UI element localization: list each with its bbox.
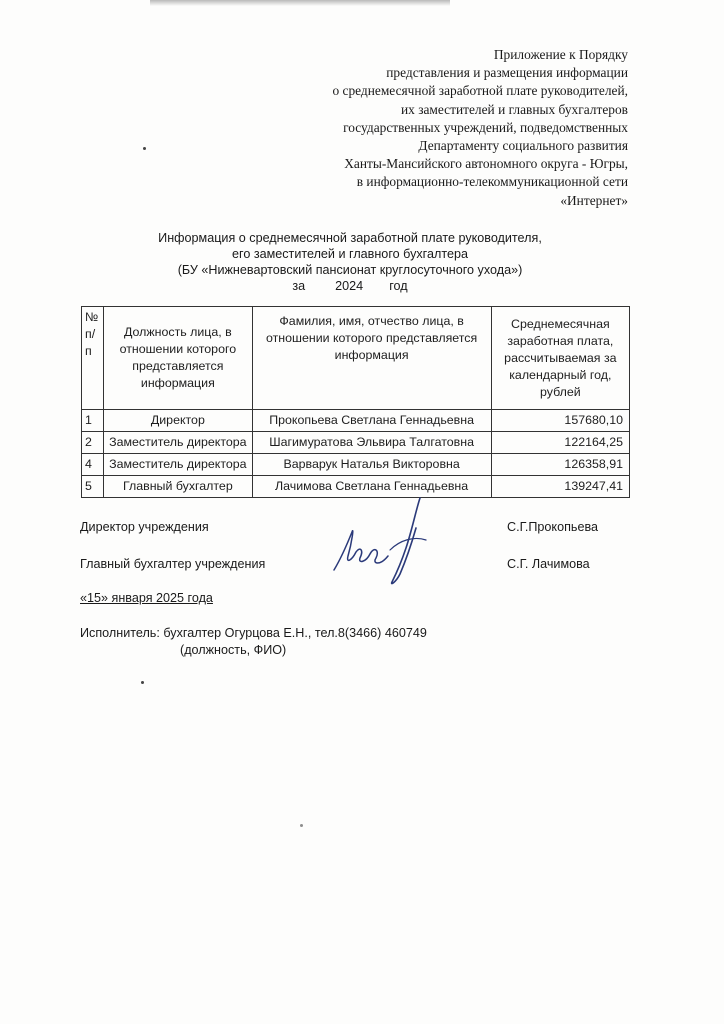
row-salary: 122164,25 [491, 432, 629, 454]
appendix-line: о среднемесячной заработной плате руководителей, [332, 83, 628, 99]
appendix-line: представления и размещения информации [386, 65, 628, 81]
period-year: 2024 [335, 279, 364, 293]
appendix-line: Департаменту социального развития [418, 138, 628, 154]
period-suffix: год [389, 279, 408, 293]
title-line: его заместителей и главного бухгалтера [232, 247, 468, 261]
row-number: 2 [82, 432, 104, 454]
row-salary: 157680,10 [491, 410, 629, 432]
header-position: Должность лица, в отношении которого представляется информация [104, 307, 252, 410]
row-salary: 126358,91 [491, 454, 629, 476]
row-position: Директор [104, 410, 252, 432]
row-full-name: Варварук Наталья Викторовна [252, 454, 491, 476]
title-line: Информация о среднемесячной заработной плате руководителя, [158, 231, 542, 245]
chief-accountant-name: С.Г. Лачимова [507, 557, 590, 571]
table-row [82, 410, 630, 432]
row-full-name: Шагимуратова Эльвира Талгатовна [252, 432, 491, 454]
reporting-period [100, 278, 600, 294]
row-number: 5 [82, 476, 104, 498]
director-name: С.Г.Прокопьева [507, 520, 599, 534]
period-prefix: за [292, 279, 306, 293]
scan-speck [141, 681, 144, 684]
header-full-name: Фамилия, имя, отчество лица, в отношении которого представляется информация [252, 307, 491, 410]
chief-accountant-label: Главный бухгалтер учреждения [80, 557, 266, 571]
scan-artifact [150, 0, 450, 6]
appendix-header [268, 46, 628, 210]
executor-line: Исполнитель: бухгалтер Огурцова Е.Н., тел.8(3466) 460749 [80, 626, 427, 640]
appendix-line: их заместителей и главных бухгалтеров [400, 101, 628, 117]
table-row [82, 432, 630, 454]
row-position: Заместитель директора [104, 432, 252, 454]
row-position: Заместитель директора [104, 454, 252, 476]
table-header-row [82, 307, 630, 410]
appendix-line: государственных учреждений, подведомственных [343, 119, 628, 135]
appendix-line: Ханты-Мансийского автономного округа - Югры, [344, 156, 628, 172]
row-position: Главный бухгалтер [104, 476, 252, 498]
handwritten-signature [330, 490, 450, 590]
table-row [82, 454, 630, 476]
row-full-name: Лачимова Светлана Геннадьевна [252, 476, 491, 498]
row-salary: 139247,41 [491, 476, 629, 498]
document-title [100, 230, 600, 294]
executor-note: (должность, ФИО) [180, 643, 287, 657]
scan-speck [300, 824, 303, 827]
director-label: Директор учреждения [80, 520, 209, 534]
row-number: 1 [82, 410, 104, 432]
appendix-line: «Интернет» [560, 192, 628, 208]
row-number: 4 [82, 454, 104, 476]
title-line: (БУ «Нижневартовский пансионат круглосуточного ухода») [177, 263, 523, 277]
salary-table [81, 306, 630, 498]
signing-date: «15» января 2025 года [80, 591, 213, 605]
row-full-name: Прокопьева Светлана Геннадьевна [252, 410, 491, 432]
appendix-line: Приложение к Порядку [493, 47, 628, 62]
header-salary: Среднемесячная заработная плата, рассчитываемая за календарный год, рублей [491, 307, 629, 410]
scan-speck [143, 147, 146, 150]
header-number: № п/п [82, 307, 104, 410]
appendix-line: в информационно-телекоммуникационной сети [356, 174, 628, 190]
